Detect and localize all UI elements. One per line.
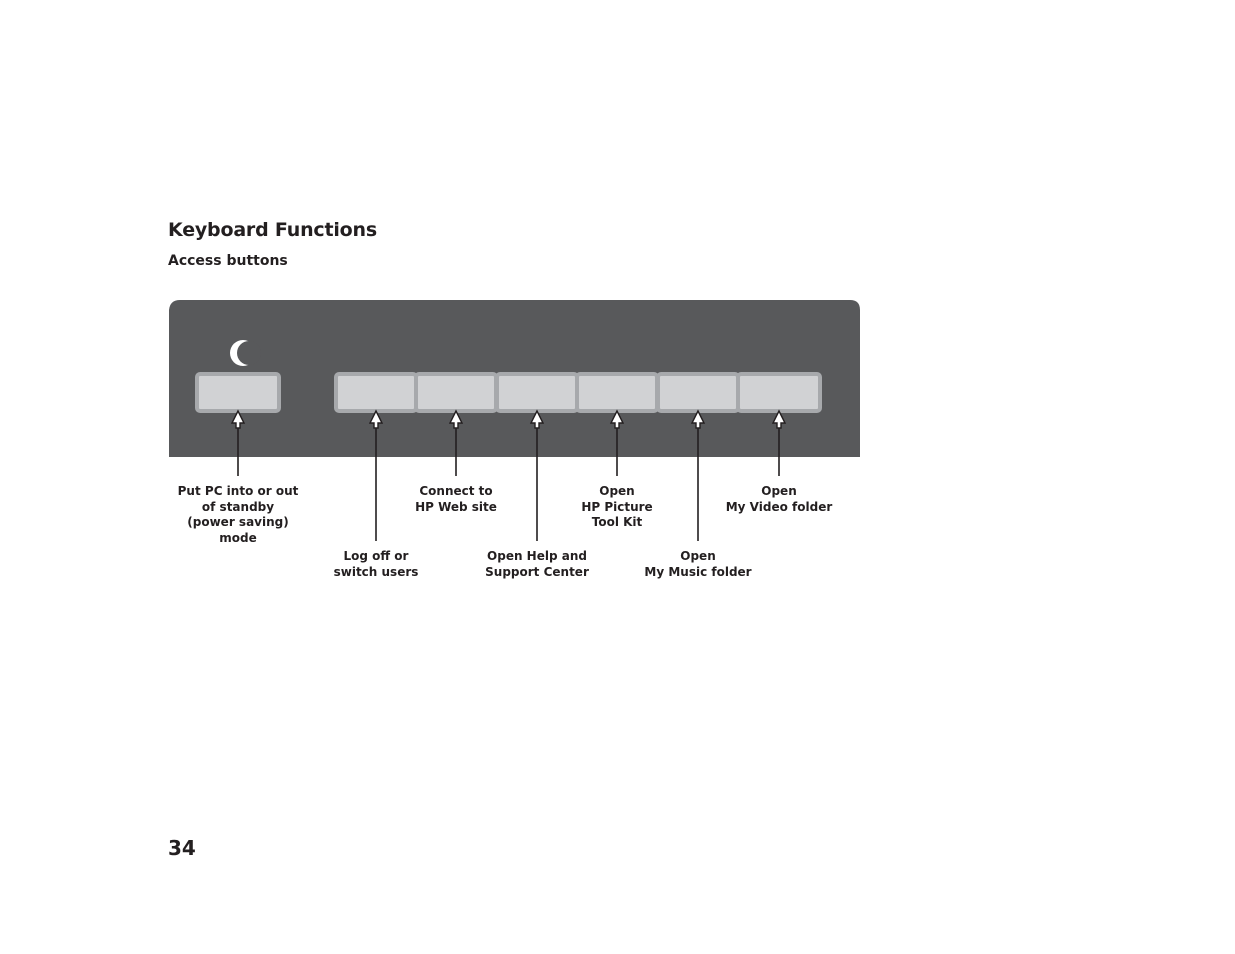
callout-label-standby: Put PC into or out of standby (power saving) mode — [177, 484, 299, 545]
page-title: Keyboard Functions — [168, 219, 377, 241]
access-button-hp-web-site — [416, 374, 496, 411]
access-button-help-support — [497, 374, 577, 411]
page-number: 34 — [168, 836, 196, 860]
callout-label-help-support: Open Help and Support Center — [485, 549, 589, 579]
access-button-picture-toolkit — [577, 374, 657, 411]
callout-label-music-folder: Open My Music folder — [644, 549, 752, 579]
callout-label-picture-toolkit: Open HP Picture Tool Kit — [581, 484, 653, 529]
access-button-standby — [197, 374, 279, 411]
standby-moon-icon — [230, 340, 261, 366]
access-button-log-off — [336, 374, 416, 411]
section-subtitle: Access buttons — [168, 253, 288, 269]
callout-label-log-off: Log off or switch users — [333, 549, 419, 579]
access-button-music-folder — [658, 374, 738, 411]
callout-label-video-folder: Open My Video folder — [725, 484, 833, 514]
access-button-video-folder — [738, 374, 820, 411]
callout-label-hp-web-site: Connect to HP Web site — [415, 484, 497, 514]
